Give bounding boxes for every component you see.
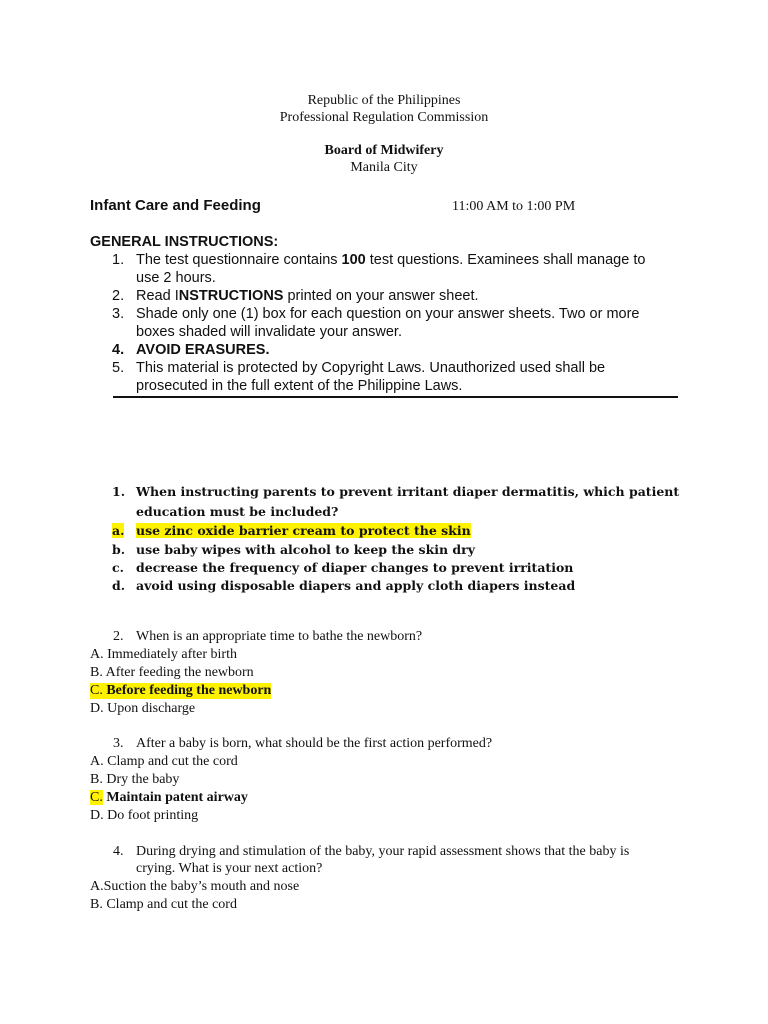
instruction-text-cont: use 2 hours.: [136, 270, 216, 286]
header-board: Board of Midwifery: [324, 143, 444, 158]
question-number: 4.: [113, 844, 124, 859]
header-commission: Professional Regulation Commission: [279, 110, 489, 125]
instruction-text: AVOID ERASURES.: [136, 342, 270, 358]
question-number: 3.: [113, 736, 124, 751]
question-text-cont: education must be included?: [136, 504, 339, 519]
option-text: use baby wipes with alcohol to keep the skin dry: [136, 542, 476, 557]
question-number: 1.: [112, 484, 126, 499]
instruction-text: This material is protected by Copyright Laws. Unauthorized used shall be: [136, 360, 606, 376]
option-b: B. Clamp and cut the cord: [90, 897, 237, 912]
option-c-answer: C. Before feeding the newborn: [90, 683, 272, 698]
option-text: decrease the frequency of diaper changes to prevent irritation: [136, 560, 574, 575]
question-text: When is an appropriate time to bathe the newborn?: [136, 629, 423, 644]
option-text: avoid using disposable diapers and apply cloth diapers instead: [136, 578, 576, 593]
question-text-cont: crying. What is your next action?: [136, 861, 323, 876]
header-republic: Republic of the Philippines: [307, 93, 461, 108]
option-c-answer: C. Maintain patent airway: [90, 790, 248, 805]
option-b: B. Dry the baby: [90, 772, 180, 787]
question-text: After a baby is born, what should be the first action performed?: [136, 736, 493, 751]
option-letter: a.: [112, 523, 125, 538]
header-city: Manila City: [350, 160, 418, 175]
instruction-text-cont: boxes shaded will invalidate your answer.: [136, 324, 402, 340]
instructions-heading: GENERAL INSTRUCTIONS:: [90, 234, 279, 250]
question-number: 2.: [113, 629, 124, 644]
instruction-number: 1.: [112, 252, 125, 268]
option-b: B. After feeding the newborn: [90, 665, 254, 680]
exam-time: 11:00 AM to 1:00 PM: [452, 199, 576, 214]
instruction-text: Shade only one (1) box for each question on your answer sheets. Two or more: [136, 306, 640, 322]
question-text: During drying and stimulation of the baby, your rapid assessment shows that the baby is: [136, 844, 630, 859]
instruction-text: The test questionnaire contains 100 test questions. Examinees shall manage to: [136, 252, 646, 268]
option-a: A.Suction the baby’s mouth and nose: [90, 879, 300, 894]
instruction-text-cont: prosecuted in the full extent of the Philippine Laws.: [136, 378, 463, 394]
option-d: D. Do foot printing: [90, 808, 199, 823]
instruction-text: Read INSTRUCTIONS printed on your answer sheet.: [136, 288, 479, 304]
exam-subject: Infant Care and Feeding: [90, 197, 261, 214]
option-a: A. Immediately after birth: [90, 647, 237, 662]
option-d: D. Upon discharge: [90, 701, 196, 716]
question-text: When instructing parents to prevent irritant diaper dermatitis, which patient: [136, 484, 680, 499]
section-divider: [113, 396, 678, 398]
option-text-answer: use zinc oxide barrier cream to protect the skin: [136, 523, 471, 538]
option-a: A. Clamp and cut the cord: [90, 754, 238, 769]
